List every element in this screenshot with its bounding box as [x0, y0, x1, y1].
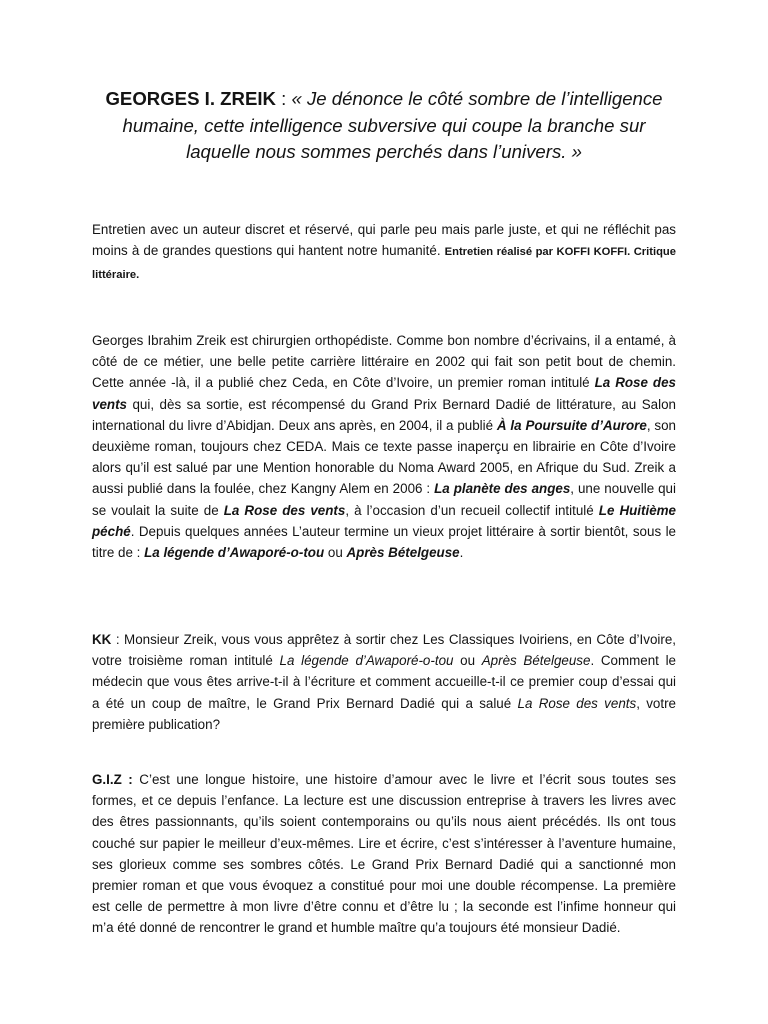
article-title — [92, 86, 676, 166]
bio-text-7: ou — [324, 545, 347, 561]
title-quote: « Je dénonce le côté sombre de l’intelligence humaine, cette intelligence subversive qui coupe la branche sur laquelle nous sommes perchés dans l’univers. » — [122, 88, 663, 162]
book-title-poursuite-aurore: À la Poursuite d’Aurore — [496, 417, 647, 433]
book-title-huitieme-peche: Le Huitième péché — [92, 502, 676, 539]
biography-paragraph — [92, 330, 676, 563]
question-text-2: ou — [453, 653, 482, 669]
bio-text-4: , une nouvelle qui se voulait la suite de — [92, 481, 676, 518]
interview-question — [92, 629, 676, 735]
bio-text-8: . — [459, 545, 464, 561]
intro-paragraph — [92, 219, 676, 287]
question-book-legende-awapore: La légende d’Awaporé-o-tou — [279, 653, 454, 669]
answer-text: C’est une longue histoire, une histoire d’amour avec le livre et l’écrit sous toutes ses formes, et ce depuis l’enfance. La lecture est une discussion entreprise à travers les livres avec des êtres passionnants, qu’ils soient contemporains ou qu’ils nous aient précédés. Ils ont tous couché sur papier le meilleur d’eux-mêmes. Lire et écrire, c’est s’intéresser à l’aventure humaine, ses glorieux comme ses sombres côtés. Le Grand Prix Bernard Dadié qui a sanctionné mon premier roman et que vous évoquez a constitué pour moi une double récompense. La première est celle de permettre à mon livre d’être connu et d’être lu ; la seconde est l’infime honneur qui m’a été donné de rencontrer le grand et humble maître qu’a toujours été monsieur Dadié. — [92, 772, 676, 936]
intro-credit: Entretien réalisé par KOFFI KOFFI. Critique littéraire. — [92, 246, 676, 282]
book-title-legende-awapore: La légende d’Awaporé-o-tou — [144, 545, 325, 561]
title-author: GEORGES I. ZREIK — [105, 88, 276, 109]
title-separator: : — [275, 88, 292, 109]
question-book-rose-des-vents: La Rose des vents — [517, 695, 637, 711]
book-title-rose-des-vents: La Rose des vents — [92, 375, 676, 412]
interview-answer — [92, 769, 676, 939]
bio-text-6: . Depuis quelques années L’auteur termine un vieux projet littéraire à sortir bientôt, sous le titre de : — [92, 523, 676, 561]
bio-text-3: , son deuxième roman, toujours chez CEDA. Mais ce texte passe inaperçu en librairie en Côte d’Ivoire alors qu’il est salué par une Mention honorable du Noma Award 2005, en Afrique du Sud. Zreik a aussi publié dans la foulée, chez Kangny Alem en 2006 : — [92, 417, 676, 497]
question-text-4: , votre première publication? — [92, 695, 676, 732]
book-title-apres-betelgeuse: Après Bételgeuse — [346, 545, 460, 561]
question-text-3: . Comment le médecin que vous êtes arrive-t-il à l’écriture et comment accueille-t-il ce premier coup d’essai qui a été un coup de maître, le Grand Prix Bernard Dadié qui a salué — [92, 653, 676, 711]
bio-text-5: , à l’occasion d’un recueil collectif intitulé — [345, 502, 599, 518]
question-speaker: KK — [92, 632, 112, 647]
bio-text-2: qui, dès sa sortie, est récompensé du Grand Prix Bernard Dadié de littérature, au Salon international du livre d’Abidjan. Deux ans après, en 2004, il a publié — [92, 396, 676, 433]
intro-text: Entretien avec un auteur discret et réservé, qui parle peu mais parle juste, et qui ne réfléchit pas moins à de grandes questions qui hantent notre humanité. — [92, 222, 676, 259]
question-text-1: : Monsieur Zreik, vous vous apprêtez à sortir chez Les Classiques Ivoiriens, en Côte d’Ivoire, votre troisième roman intitulé — [92, 632, 676, 669]
question-book-apres-betelgeuse: Après Bételgeuse — [481, 653, 591, 669]
bio-text-1: Georges Ibrahim Zreik est chirurgien orthopédiste. Comme bon nombre d’écrivains, il a entamé, à côté de ce métier, une belle petite carrière littéraire en 2002 qui fait son petit bout de chemin. Cette année -là, il a publié chez Ceda, en Côte d’Ivoire, un premier roman intitulé — [92, 333, 676, 391]
book-title-planete-des-anges: La planète des anges — [434, 481, 571, 497]
answer-speaker: G.I.Z : — [92, 772, 133, 787]
book-title-rose-des-vents-2: La Rose des vents — [223, 502, 346, 518]
